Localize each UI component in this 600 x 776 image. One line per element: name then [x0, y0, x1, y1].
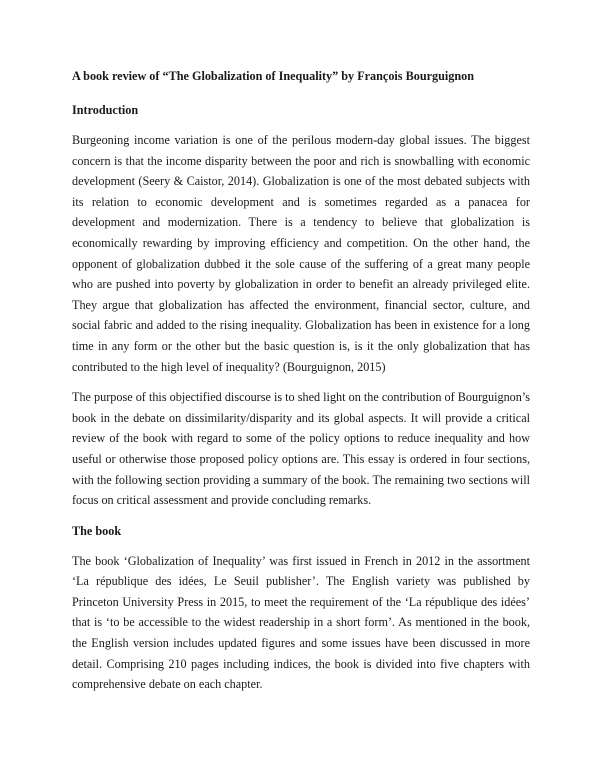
paragraph: The book ‘Globalization of Inequality’ was first issued in French in 2012 in the assortment ‘La république des idées, Le Seuil publisher’. The English variety was published by Princeton University Press in 2015, to meet the requirement of the ‘La république des idées’ that is ‘to be accessible to the widest readership in a short form’. As mentioned in the book, the English version includes updated figures and some issues have been discussed in more detail. Comprising 210 pages including indices, the book is divided into five chapters with comprehensive debate on each chapter.: [72, 553, 530, 692]
section-heading-introduction: Introduction: [72, 103, 139, 117]
section-heading-the-book: The book: [72, 523, 122, 538]
document-title: A book review of “The Globalization of Inequality” by François Bourguignon: [72, 69, 475, 83]
paragraph: Burgeoning income variation is one of the perilous modern-day global issues. The biggest concern is that the income disparity between the poor and rich is snowballing with economic development (Seery & Caistor, 2014). Globalization is one of the most debated subjects with its relation to economic development and is sometimes regarded as a panacea for development and modernization. There is a tendency to believe that globalization is economically rewarding by improving efficiency and competition. On the other hand, the opponent of globalization dubbed it the sole cause of the suffering of a great many people who are pushed into poverty by globalization in order to benefit an already privileged elite. They argue that globalization has affected the environment, financial sector, culture, and social fabric and added to the rising inequality. Globalization has been in existence for a long time in any form or the other but the basic question is, is it the only globalization that has contributed to the high level of inequality? (Bourguignon, 2015): [72, 133, 530, 374]
paragraph: The purpose of this objectified discourse is to shed light on the contribution of Bourguignon’s book in the debate on dissimilarity/disparity and its global aspects. It will provide a critical review of the book with regard to some of the policy options to reduce inequality and how useful or otherwise those proposed policy options are. This essay is ordered in four sections, with the following section providing a summary of the book. The remaining two sections will focus on critical assessment and provide concluding remarks.: [72, 390, 530, 508]
document-page: [72, 66, 530, 705]
